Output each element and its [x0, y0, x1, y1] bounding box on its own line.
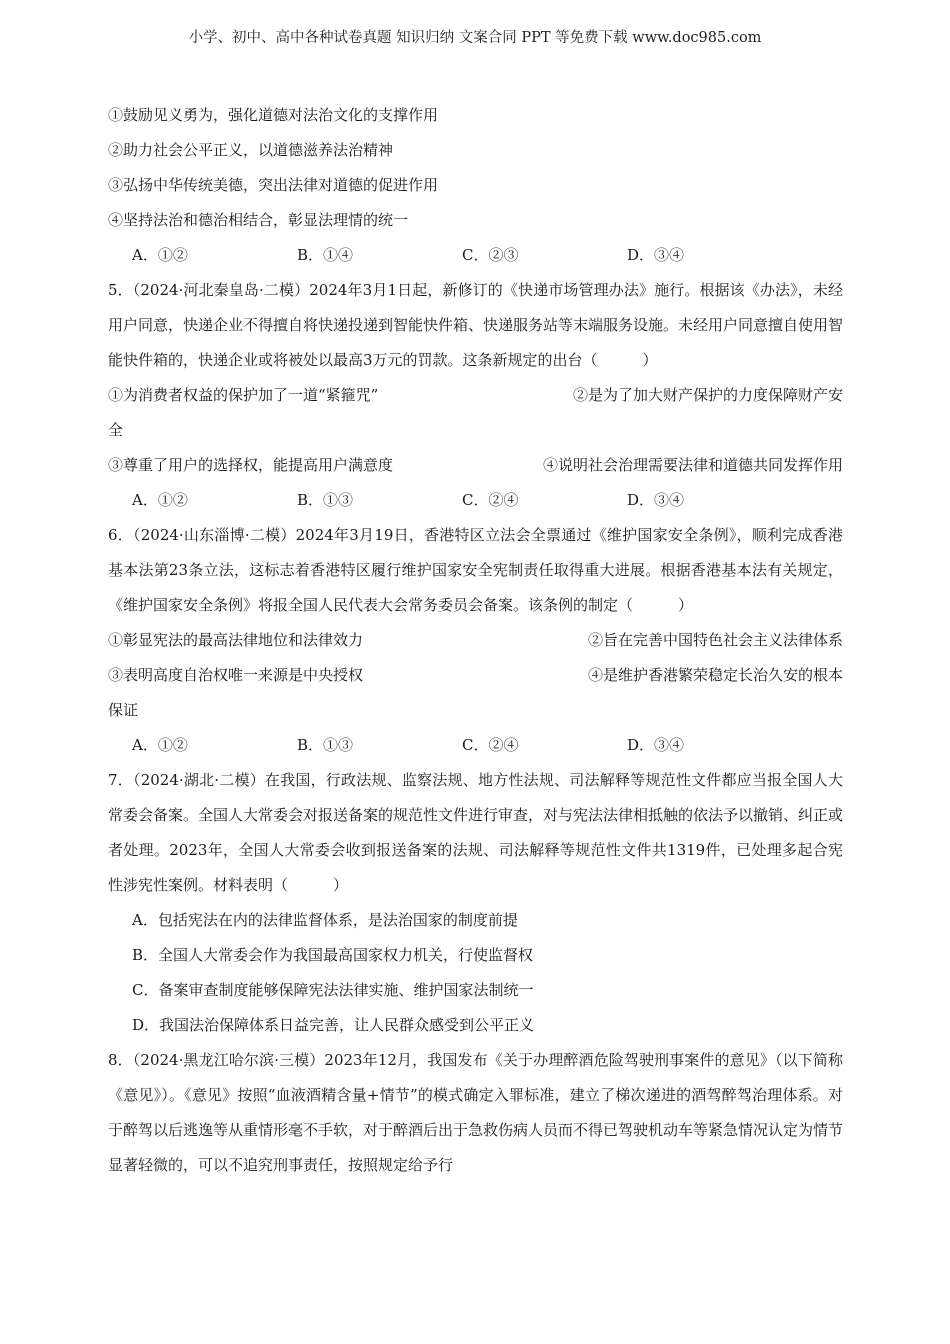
option-item: ④是维护香港繁荣稳定长治久安的根本: [587, 666, 843, 684]
option-row: [108, 623, 843, 658]
question-6-stem: 6．（2024·山东淄博·二模）2024年3月19日，香港特区立法会全票通过《维护国家安全条例》，顺利完成香港基本法第23条立法，这标志着香港特区履行维护国家安全宪制责任取得重大进展。根据香港基本法有关规定，《维护国家安全条例》将报全国人民代表大会常务委员会备案。该条例的制定（ ）: [108, 526, 843, 614]
option-row: [108, 378, 843, 413]
option-item-continued: 保证: [108, 701, 139, 719]
answer-a: A．①②: [132, 491, 188, 509]
option-item: ③表明高度自治权唯一来源是中央授权: [108, 666, 364, 684]
option-item: ④说明社会治理需要法律和道德共同发挥作用: [542, 456, 843, 474]
answer-choices: [108, 483, 843, 518]
page-header: 小学、初中、高中各种试卷真题 知识归纳 文案合同 PPT 等免费下载 www.doc985.com: [188, 30, 762, 46]
answer-choices: [108, 238, 843, 273]
answer-d: D．③④: [627, 246, 685, 264]
answer-choices: [108, 728, 843, 763]
choice-b: B．全国人大常委会作为我国最高国家权力机关，行使监督权: [132, 946, 534, 964]
question-8-stem: 8．（2024·黑龙江哈尔滨·三模）2023年12月，我国发布《关于办理醉酒危险驾驶刑事案件的意见》（以下简称《意见》）。《意见》按照“血液酒精含量+情节”的模式确定入罪标准，建立了梯次递进的酒驾醉驾治理体系。对于醉驾以后逃逸等从重情形毫不手软，对于醉酒后出于急救伤病人员而不得已驾驶机动车等紧急情况认定为情节显著轻微的，可以不追究刑事责任，按照规定给予行: [108, 1051, 844, 1174]
option-row: [108, 658, 843, 693]
document-body: [108, 98, 843, 1183]
option-item: ④坚持法治和德治相结合，彰显法理情的统一: [108, 211, 409, 229]
question-5-stem: 5．（2024·河北秦皇岛·二模）2024年3月1日起，新修订的《快递市场管理办法》施行。根据该《办法》，未经用户同意，快递企业不得擅自将快递投递到智能快件箱、快递服务站等末端服务设施。未经用户同意擅自使用智能快件箱的，快递企业或将被处以最高3万元的罚款。这条新规定的出台（ ）: [108, 281, 844, 369]
option-item: ①为消费者权益的保护加了一道“紧箍咒”: [108, 386, 379, 404]
choice-a: A．包括宪法在内的法律监督体系，是法治国家的制度前提: [132, 911, 518, 929]
option-item: ①彰显宪法的最高法律地位和法律效力: [108, 631, 364, 649]
answer-c: C．②④: [462, 491, 519, 509]
option-item: ②助力社会公平正义，以道德滋养法治精神: [108, 141, 394, 159]
answer-d: D．③④: [627, 736, 685, 754]
question-7-stem: 7．（2024·湖北·二模）在我国，行政法规、监察法规、地方性法规、司法解释等规范性文件都应当报全国人大常委会备案。全国人大常委会对报送备案的规范性文件进行审查，对与宪法法律相抵触的依法予以撤销、纠正或者处理。2023年，全国人大常委会收到报送备案的法规、司法解释等规范性文件共1319件，已处理多起合宪性涉宪性案例。材料表明（ ）: [108, 771, 844, 894]
answer-d: D．③④: [627, 491, 685, 509]
option-item: ③弘扬中华传统美德，突出法律对道德的促进作用: [108, 176, 439, 194]
answer-c: C．②④: [462, 736, 519, 754]
option-item: ②旨在完善中国特色社会主义法律体系: [587, 631, 843, 649]
answer-a: A．①②: [132, 246, 188, 264]
option-row: [108, 448, 843, 483]
option-item-continued: 全: [108, 421, 124, 439]
answer-b: B．①③: [297, 736, 354, 754]
choice-c: C．备案审查制度能够保障宪法法律实施、维护国家法制统一: [132, 981, 534, 999]
option-item: ①鼓励见义勇为，强化道德对法治文化的支撑作用: [108, 106, 439, 124]
answer-b: B．①③: [297, 491, 354, 509]
choice-d: D．我国法治保障体系日益完善，让人民群众感受到公平正义: [132, 1016, 535, 1034]
answer-a: A．①②: [132, 736, 188, 754]
option-item: ③尊重了用户的选择权，能提高用户满意度: [108, 456, 394, 474]
option-item: ②是为了加大财产保护的力度保障财产安: [572, 386, 843, 404]
answer-c: C．②③: [462, 246, 519, 264]
answer-b: B．①④: [297, 246, 354, 264]
